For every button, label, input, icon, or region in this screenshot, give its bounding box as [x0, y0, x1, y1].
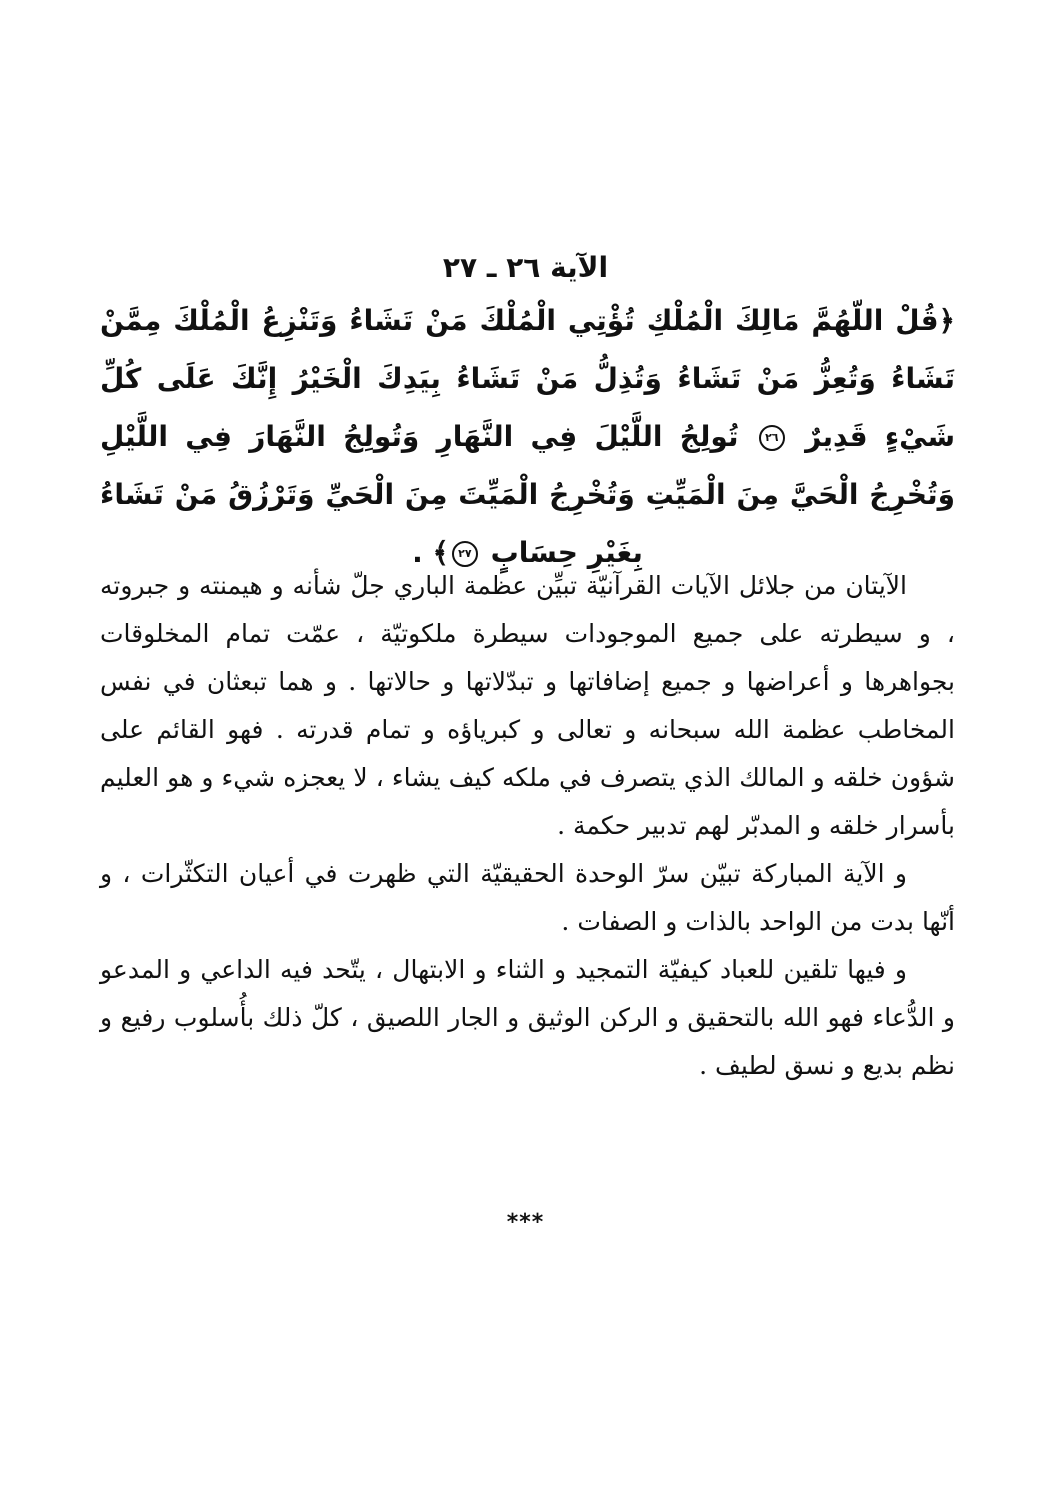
section-separator: ***	[506, 1210, 545, 1235]
verse-segment-27: تُولِجُ اللَّيْلَ فِي النَّهَارِ وَتُولِجُ النَّهَارَ فِي اللَّيْلِ وَتُخْرِجُ الْحَيَّ مِنَ الْمَيِّتِ وَتُخْرِجُ الْمَيِّتَ مِنَ الْحَيِّ وَتَرْزُقُ مَنْ تَشَاءُ بِغَيْرِ حِسَابٍ	[100, 420, 955, 569]
verse-closing: ﴾ .	[412, 536, 449, 569]
verse-heading: الآية ٢٦ ـ ٢٧	[442, 251, 609, 284]
commentary-paragraph-1: الآيتان من جلائل الآيات القرآنيّة تبيِّن عظمة الباري جلّ شأنه و هيمنته و جبروته ، و سيطرته على جميع الموجودات سيطرة ملكوتيّة ، عمّت تمام المخلوقات بجواهرها و أعراضها و جميع إضافاتها و تبدّلاتها و حالاتها . و هما تبعثان في نفس المخاطب عظمة الله سبحانه و تعالى و كبرياؤه و تمام قدرته . فهو القائم على شؤون خلقه و المالك الذي يتصرف في ملكه كيف يشاء ، لا يعجزه شيء و هو العليم بأسرار خلقه و المدبّر لهم تدبير حكمة .	[100, 571, 955, 840]
quran-verse	[100, 292, 955, 582]
commentary-paragraph-2: و الآية المباركة تبيّن سرّ الوحدة الحقيقيّة التي ظهرت في أعيان التكثّرات ، و أنّها بدت من الواحد بالذات و الصفات .	[100, 859, 955, 936]
commentary-paragraph-3: و فيها تلقين للعباد كيفيّة التمجيد و الثناء و الابتهال ، يتّحد فيه الداعي و المدعو و الدُّعاء فهو الله بالتحقيق و الركن الوثيق و الجار اللصيق ، كلّ ذلك بأُسلوب رفيع و نظم بديع و نسق لطيف .	[100, 955, 955, 1080]
verse-number-26: ٢٦	[759, 425, 785, 451]
verse-segment-26: ﴿قُلْ اللّهُمَّ مَالِكَ الْمُلْكِ تُؤْتِي الْمُلْكَ مَنْ تَشَاءُ وَتَنْزِعُ الْمُلْكَ مِمَّنْ تَشَاءُ وَتُعِزُّ مَنْ تَشَاءُ وَتُذِلُّ مَنْ تَشَاءُ بِيَدِكَ الْخَيْرُ إِنَّكَ عَلَى كُلِّ شَيْءٍ قَدِيرٌ	[100, 304, 956, 453]
verse-number-27: ٢٧	[452, 541, 478, 567]
commentary	[100, 562, 955, 1090]
